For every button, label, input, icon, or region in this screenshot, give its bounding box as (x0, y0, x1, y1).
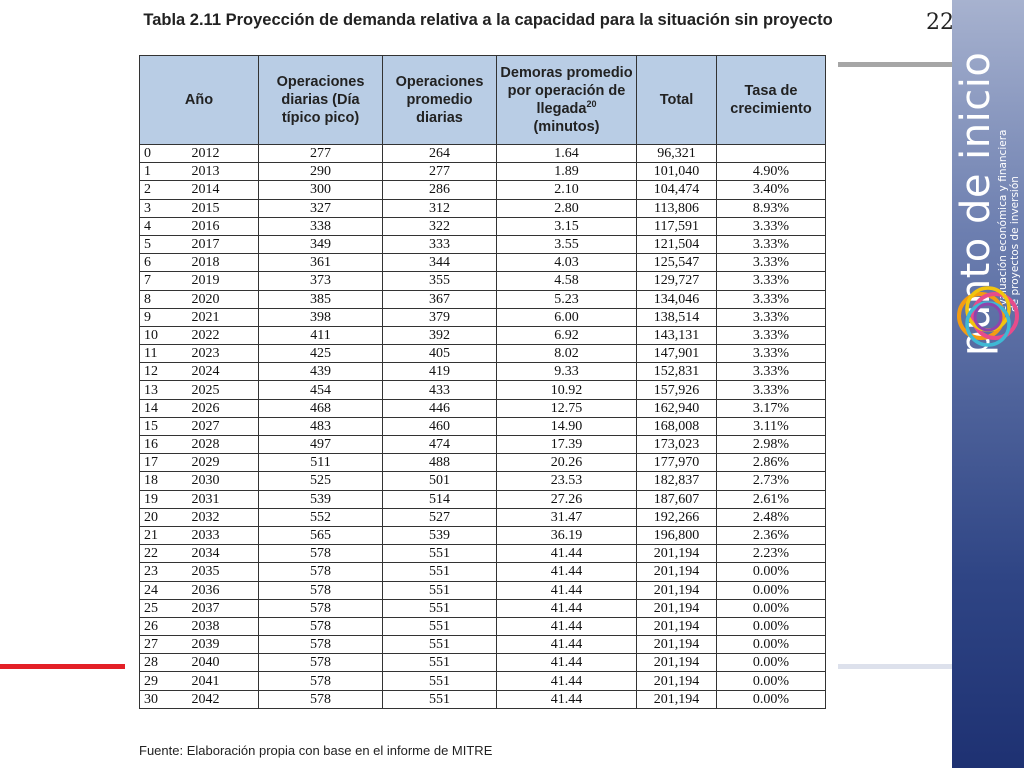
table-header-row (140, 56, 826, 145)
cell-daily-operations: 578 (259, 617, 383, 635)
cell-daily-operations: 578 (259, 690, 383, 708)
cell-row-index: 28 (140, 654, 170, 672)
table-title: Tabla 2.11 Proyección de demanda relativa a la capacidad para la situación sin proyecto (143, 11, 833, 29)
cell-daily-operations: 454 (259, 381, 383, 399)
cell-growth-rate: 3.33% (717, 235, 826, 253)
table-row (140, 399, 826, 417)
table-row (140, 636, 826, 654)
table-row (140, 526, 826, 544)
cell-total: 147,901 (637, 345, 717, 363)
table-row (140, 272, 826, 290)
cell-arrival-delay: 2.80 (497, 199, 637, 217)
cell-row-index: 30 (140, 690, 170, 708)
table-row (140, 254, 826, 272)
cell-growth-rate: 2.23% (717, 545, 826, 563)
cell-arrival-delay: 20.26 (497, 454, 637, 472)
cell-row-index: 22 (140, 545, 170, 563)
cell-year: 2023 (170, 345, 259, 363)
header-average-operations: Operaciones promedio diarias (383, 56, 497, 145)
cell-arrival-delay: 27.26 (497, 490, 637, 508)
cell-growth-rate: 0.00% (717, 581, 826, 599)
cell-year: 2042 (170, 690, 259, 708)
cell-arrival-delay: 41.44 (497, 563, 637, 581)
header-daily-operations: Operaciones diarias (Día típico pico) (259, 56, 383, 145)
cell-total: 117,591 (637, 217, 717, 235)
cell-arrival-delay: 41.44 (497, 654, 637, 672)
table-row (140, 508, 826, 526)
cell-total: 182,837 (637, 472, 717, 490)
table-row (140, 345, 826, 363)
table-row (140, 417, 826, 435)
cell-year: 2030 (170, 472, 259, 490)
table-row (140, 581, 826, 599)
header-total: Total (637, 56, 717, 145)
cell-year: 2019 (170, 272, 259, 290)
cell-year: 2025 (170, 381, 259, 399)
cell-daily-operations: 361 (259, 254, 383, 272)
cell-total: 201,194 (637, 654, 717, 672)
cell-arrival-delay: 41.44 (497, 599, 637, 617)
cell-daily-operations: 578 (259, 654, 383, 672)
cell-daily-operations: 578 (259, 563, 383, 581)
cell-year: 2022 (170, 326, 259, 344)
cell-row-index: 1 (140, 163, 170, 181)
header-delay-text: Demoras promedio por operación de llegada (500, 65, 633, 117)
cell-row-index: 3 (140, 199, 170, 217)
cell-row-index: 13 (140, 381, 170, 399)
cell-growth-rate: 3.33% (717, 272, 826, 290)
cell-year: 2041 (170, 672, 259, 690)
table-row (140, 363, 826, 381)
table-row (140, 599, 826, 617)
cell-arrival-delay: 1.89 (497, 163, 637, 181)
grey-accent-line-top (838, 62, 952, 67)
cell-average-operations: 446 (383, 399, 497, 417)
cell-total: 113,806 (637, 199, 717, 217)
cell-daily-operations: 511 (259, 454, 383, 472)
cell-total: 177,970 (637, 454, 717, 472)
cell-total: 201,194 (637, 545, 717, 563)
cell-arrival-delay: 4.03 (497, 254, 637, 272)
table-row (140, 145, 826, 163)
cell-average-operations: 551 (383, 636, 497, 654)
brand-tagline-line-2: de proyectos de inversión (1009, 176, 1021, 312)
cell-daily-operations: 525 (259, 472, 383, 490)
cell-arrival-delay: 41.44 (497, 545, 637, 563)
cell-total: 201,194 (637, 690, 717, 708)
table-row (140, 181, 826, 199)
cell-row-index: 17 (140, 454, 170, 472)
cell-growth-rate: 0.00% (717, 672, 826, 690)
cell-average-operations: 551 (383, 672, 497, 690)
cell-average-operations: 551 (383, 563, 497, 581)
cell-daily-operations: 411 (259, 326, 383, 344)
cell-year: 2024 (170, 363, 259, 381)
cell-average-operations: 527 (383, 508, 497, 526)
cell-average-operations: 344 (383, 254, 497, 272)
cell-arrival-delay: 17.39 (497, 436, 637, 454)
cell-average-operations: 551 (383, 617, 497, 635)
cell-growth-rate: 3.40% (717, 181, 826, 199)
cell-row-index: 16 (140, 436, 170, 454)
cell-growth-rate: 0.00% (717, 654, 826, 672)
cell-total: 162,940 (637, 399, 717, 417)
cell-total: 192,266 (637, 508, 717, 526)
cell-total: 125,547 (637, 254, 717, 272)
cell-year: 2039 (170, 636, 259, 654)
cell-growth-rate: 3.33% (717, 308, 826, 326)
cell-growth-rate: 0.00% (717, 690, 826, 708)
header-delay-unit: (minutos) (533, 119, 600, 135)
table-row (140, 654, 826, 672)
cell-average-operations: 277 (383, 163, 497, 181)
cell-daily-operations: 398 (259, 308, 383, 326)
cell-average-operations: 379 (383, 308, 497, 326)
cell-growth-rate: 2.36% (717, 526, 826, 544)
cell-arrival-delay: 3.55 (497, 235, 637, 253)
cell-daily-operations: 385 (259, 290, 383, 308)
cell-total: 134,046 (637, 290, 717, 308)
cell-daily-operations: 565 (259, 526, 383, 544)
cell-row-index: 10 (140, 326, 170, 344)
cell-average-operations: 539 (383, 526, 497, 544)
cell-year: 2016 (170, 217, 259, 235)
cell-row-index: 7 (140, 272, 170, 290)
cell-arrival-delay: 4.58 (497, 272, 637, 290)
cell-total: 157,926 (637, 381, 717, 399)
cell-row-index: 11 (140, 345, 170, 363)
cell-year: 2015 (170, 199, 259, 217)
cell-daily-operations: 277 (259, 145, 383, 163)
cell-arrival-delay: 6.00 (497, 308, 637, 326)
cell-arrival-delay: 9.33 (497, 363, 637, 381)
cell-total: 138,514 (637, 308, 717, 326)
cell-year: 2017 (170, 235, 259, 253)
cell-arrival-delay: 1.64 (497, 145, 637, 163)
table-row (140, 436, 826, 454)
cell-arrival-delay: 5.23 (497, 290, 637, 308)
cell-row-index: 26 (140, 617, 170, 635)
cell-row-index: 20 (140, 508, 170, 526)
cell-row-index: 15 (140, 417, 170, 435)
cell-arrival-delay: 23.53 (497, 472, 637, 490)
table-row (140, 217, 826, 235)
cell-row-index: 29 (140, 672, 170, 690)
cell-year: 2031 (170, 490, 259, 508)
cell-average-operations: 433 (383, 381, 497, 399)
cell-daily-operations: 578 (259, 581, 383, 599)
table-row (140, 490, 826, 508)
cell-year: 2014 (170, 181, 259, 199)
cell-daily-operations: 338 (259, 217, 383, 235)
cell-growth-rate (717, 145, 826, 163)
cell-year: 2038 (170, 617, 259, 635)
cell-year: 2033 (170, 526, 259, 544)
cell-growth-rate: 3.33% (717, 290, 826, 308)
cell-arrival-delay: 41.44 (497, 581, 637, 599)
cell-average-operations: 419 (383, 363, 497, 381)
table-row (140, 454, 826, 472)
cell-year: 2037 (170, 599, 259, 617)
cell-row-index: 12 (140, 363, 170, 381)
cell-growth-rate: 0.00% (717, 563, 826, 581)
table-row (140, 326, 826, 344)
cell-year: 2027 (170, 417, 259, 435)
cell-average-operations: 460 (383, 417, 497, 435)
cell-total: 104,474 (637, 181, 717, 199)
cell-average-operations: 392 (383, 326, 497, 344)
cell-total: 201,194 (637, 672, 717, 690)
cell-average-operations: 474 (383, 436, 497, 454)
table-row (140, 472, 826, 490)
cell-year: 2032 (170, 508, 259, 526)
cell-row-index: 8 (140, 290, 170, 308)
cell-row-index: 21 (140, 526, 170, 544)
cell-year: 2018 (170, 254, 259, 272)
table-row (140, 563, 826, 581)
cell-average-operations: 355 (383, 272, 497, 290)
table-row (140, 617, 826, 635)
cell-daily-operations: 539 (259, 490, 383, 508)
cell-total: 196,800 (637, 526, 717, 544)
cell-total: 101,040 (637, 163, 717, 181)
cell-daily-operations: 468 (259, 399, 383, 417)
cell-average-operations: 312 (383, 199, 497, 217)
cell-daily-operations: 578 (259, 636, 383, 654)
cell-arrival-delay: 41.44 (497, 690, 637, 708)
cell-total: 129,727 (637, 272, 717, 290)
table-row (140, 290, 826, 308)
cell-row-index: 24 (140, 581, 170, 599)
cell-growth-rate: 3.33% (717, 345, 826, 363)
cell-average-operations: 367 (383, 290, 497, 308)
cell-total: 152,831 (637, 363, 717, 381)
cell-growth-rate: 3.33% (717, 217, 826, 235)
cell-year: 2020 (170, 290, 259, 308)
cell-year: 2012 (170, 145, 259, 163)
cell-daily-operations: 497 (259, 436, 383, 454)
cell-growth-rate: 3.17% (717, 399, 826, 417)
brand-logo-icon (952, 282, 1024, 354)
red-accent-line (0, 664, 125, 669)
cell-arrival-delay: 12.75 (497, 399, 637, 417)
cell-total: 201,194 (637, 563, 717, 581)
cell-total: 173,023 (637, 436, 717, 454)
header-year: Año (140, 56, 259, 145)
cell-year: 2034 (170, 545, 259, 563)
cell-growth-rate: 3.33% (717, 363, 826, 381)
cell-growth-rate: 3.33% (717, 381, 826, 399)
cell-row-index: 6 (140, 254, 170, 272)
cell-average-operations: 488 (383, 454, 497, 472)
cell-arrival-delay: 8.02 (497, 345, 637, 363)
cell-arrival-delay: 2.10 (497, 181, 637, 199)
cell-average-operations: 333 (383, 235, 497, 253)
cell-total: 201,194 (637, 599, 717, 617)
cell-growth-rate: 0.00% (717, 617, 826, 635)
cell-arrival-delay: 31.47 (497, 508, 637, 526)
cell-growth-rate: 4.90% (717, 163, 826, 181)
cell-row-index: 5 (140, 235, 170, 253)
cell-daily-operations: 327 (259, 199, 383, 217)
cell-row-index: 23 (140, 563, 170, 581)
cell-total: 143,131 (637, 326, 717, 344)
header-arrival-delay (497, 56, 637, 145)
table-row (140, 199, 826, 217)
table-row (140, 672, 826, 690)
table-body (140, 145, 826, 709)
table-row (140, 381, 826, 399)
cell-growth-rate: 3.11% (717, 417, 826, 435)
cell-total: 168,008 (637, 417, 717, 435)
cell-growth-rate: 2.86% (717, 454, 826, 472)
cell-year: 2029 (170, 454, 259, 472)
header-growth-rate: Tasa de crecimiento (717, 56, 826, 145)
cell-year: 2028 (170, 436, 259, 454)
cell-daily-operations: 373 (259, 272, 383, 290)
cell-row-index: 25 (140, 599, 170, 617)
cell-daily-operations: 439 (259, 363, 383, 381)
cell-total: 121,504 (637, 235, 717, 253)
table-row (140, 163, 826, 181)
cell-arrival-delay: 6.92 (497, 326, 637, 344)
cell-row-index: 9 (140, 308, 170, 326)
cell-year: 2013 (170, 163, 259, 181)
table-row (140, 545, 826, 563)
cell-arrival-delay: 41.44 (497, 636, 637, 654)
cell-total: 201,194 (637, 636, 717, 654)
cell-year: 2036 (170, 581, 259, 599)
cell-year: 2040 (170, 654, 259, 672)
cell-daily-operations: 578 (259, 672, 383, 690)
cell-row-index: 14 (140, 399, 170, 417)
cell-year: 2021 (170, 308, 259, 326)
cell-year: 2035 (170, 563, 259, 581)
cell-average-operations: 551 (383, 581, 497, 599)
cell-row-index: 2 (140, 181, 170, 199)
cell-arrival-delay: 36.19 (497, 526, 637, 544)
cell-row-index: 4 (140, 217, 170, 235)
cell-growth-rate: 0.00% (717, 599, 826, 617)
table-row (140, 690, 826, 708)
cell-average-operations: 551 (383, 654, 497, 672)
cell-average-operations: 405 (383, 345, 497, 363)
cell-total: 201,194 (637, 581, 717, 599)
cell-growth-rate: 2.73% (717, 472, 826, 490)
cell-daily-operations: 578 (259, 545, 383, 563)
table-row (140, 235, 826, 253)
cell-year: 2026 (170, 399, 259, 417)
cell-arrival-delay: 41.44 (497, 672, 637, 690)
grey-accent-line-bottom (838, 664, 952, 669)
footnote-ref: 20 (586, 99, 597, 110)
cell-average-operations: 286 (383, 181, 497, 199)
cell-growth-rate: 2.61% (717, 490, 826, 508)
cell-daily-operations: 578 (259, 599, 383, 617)
cell-growth-rate: 2.98% (717, 436, 826, 454)
cell-arrival-delay: 3.15 (497, 217, 637, 235)
cell-total: 187,607 (637, 490, 717, 508)
cell-daily-operations: 552 (259, 508, 383, 526)
cell-arrival-delay: 14.90 (497, 417, 637, 435)
cell-growth-rate: 3.33% (717, 254, 826, 272)
cell-average-operations: 322 (383, 217, 497, 235)
cell-average-operations: 264 (383, 145, 497, 163)
cell-row-index: 19 (140, 490, 170, 508)
cell-average-operations: 501 (383, 472, 497, 490)
brand-name: punto de inicio (953, 51, 999, 356)
demand-projection-table (139, 55, 826, 709)
table-row (140, 308, 826, 326)
source-note: Fuente: Elaboración propia con base en el informe de MITRE (139, 743, 493, 758)
cell-daily-operations: 300 (259, 181, 383, 199)
cell-row-index: 18 (140, 472, 170, 490)
brand-tagline-line-1: evaluación económica y financiera (997, 129, 1009, 312)
cell-daily-operations: 349 (259, 235, 383, 253)
page-number: 22 (926, 10, 954, 35)
cell-row-index: 0 (140, 145, 170, 163)
cell-arrival-delay: 10.92 (497, 381, 637, 399)
cell-growth-rate: 3.33% (717, 326, 826, 344)
cell-total: 96,321 (637, 145, 717, 163)
cell-average-operations: 551 (383, 545, 497, 563)
cell-average-operations: 551 (383, 599, 497, 617)
cell-arrival-delay: 41.44 (497, 617, 637, 635)
cell-average-operations: 514 (383, 490, 497, 508)
cell-growth-rate: 8.93% (717, 199, 826, 217)
cell-daily-operations: 483 (259, 417, 383, 435)
cell-average-operations: 551 (383, 690, 497, 708)
cell-daily-operations: 425 (259, 345, 383, 363)
cell-growth-rate: 0.00% (717, 636, 826, 654)
cell-row-index: 27 (140, 636, 170, 654)
cell-total: 201,194 (637, 617, 717, 635)
cell-growth-rate: 2.48% (717, 508, 826, 526)
cell-daily-operations: 290 (259, 163, 383, 181)
